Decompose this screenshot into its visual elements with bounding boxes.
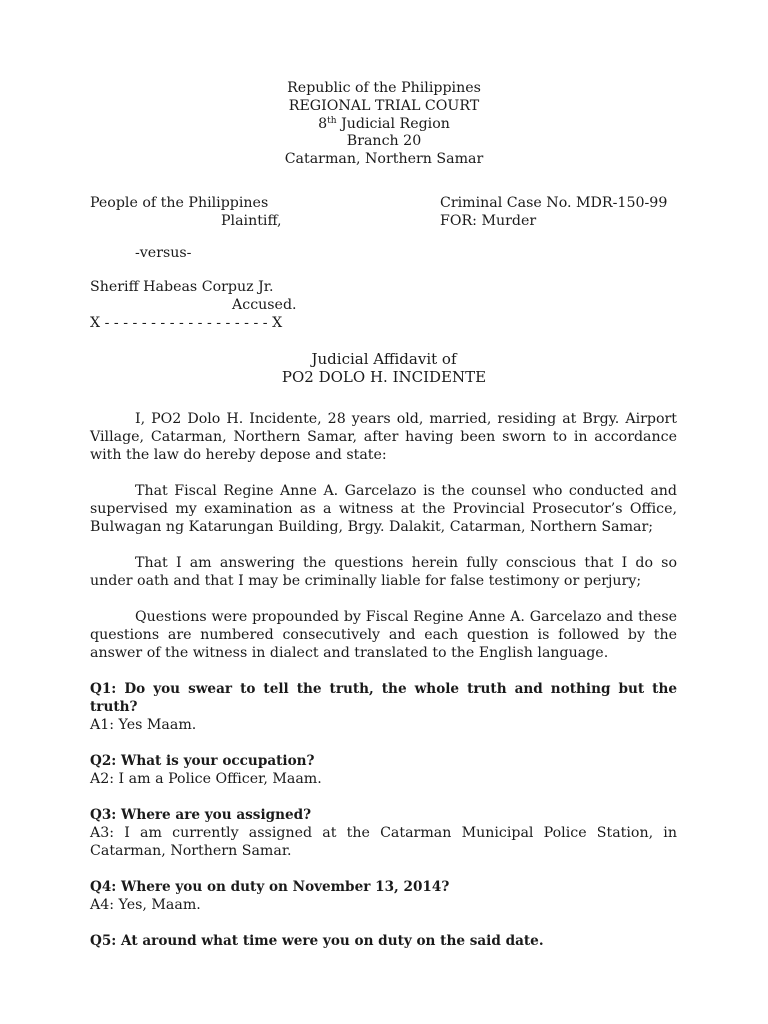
court-header <box>0 80 768 169</box>
header-republic: Republic of the Philippines <box>287 80 481 96</box>
title-line-1: Judicial Affidavit of <box>311 350 457 368</box>
header-region <box>0 116 768 134</box>
qa-item <box>90 752 677 788</box>
header-region-number: 8 <box>318 115 328 132</box>
qa-item <box>90 680 677 734</box>
affidavit-body <box>90 410 677 968</box>
case-charge: FOR: Murder <box>440 213 537 229</box>
header-location: Catarman, Northern Samar <box>284 151 484 168</box>
question: Q2: What is your occupation? <box>90 753 315 769</box>
header-branch: Branch 20 <box>346 133 422 150</box>
qa-item <box>90 806 677 860</box>
question: Q4: Where you on duty on November 13, 2014? <box>90 879 450 895</box>
paragraph-oath: That I am answering the questions herein fully conscious that I do so under oath and that I may be criminally liable for false testimony or perjury; <box>90 555 677 589</box>
qa-item <box>90 878 677 914</box>
caption-separator: X - - - - - - - - - - - - - - - - - - X <box>90 315 283 331</box>
plaintiff-name: People of the Philippines <box>90 195 269 211</box>
affidavit-title <box>0 350 768 386</box>
qa-item <box>90 932 677 950</box>
header-court: REGIONAL TRIAL COURT <box>288 97 480 114</box>
answer: A4: Yes, Maam. <box>90 897 201 913</box>
answer: A2: I am a Police Officer, Maam. <box>90 771 322 787</box>
answer: A1: Yes Maam. <box>90 717 197 733</box>
paragraph-questions: Questions were propounded by Fiscal Regine Anne A. Garcelazo and these questions are numbered consecutively and each question is followed by the answer of the witness in dialect and translated to the English language. <box>90 609 677 661</box>
title-line-2: PO2 DOLO H. INCIDENTE <box>281 368 487 386</box>
question: Q5: At around what time were you on duty on the said date. <box>90 933 544 949</box>
accused-role: Accused. <box>232 297 297 313</box>
header-region-text: Judicial Region <box>336 115 450 132</box>
paragraph-counsel: That Fiscal Regine Anne A. Garcelazo is the counsel who conducted and supervised my examination as a witness at the Provincial Prosecutor’s Office, Bulwagan ng Katarungan Building, Brgy. Dalakit, Catarman, Northern Samar; <box>90 483 677 535</box>
plaintiff-role: Plaintiff, <box>221 213 282 229</box>
versus-text: -versus- <box>135 245 192 261</box>
accused-name: Sheriff Habeas Corpuz Jr. <box>90 279 274 295</box>
paragraph-intro: I, PO2 Dolo H. Incidente, 28 years old, married, residing at Brgy. Airport Village, Catarman, Northern Samar, after having been sworn to in accordance with the law do hereby depose and state: <box>90 411 677 463</box>
question: Q1: Do you swear to tell the truth, the whole truth and nothing but the truth? <box>90 681 677 715</box>
case-number: Criminal Case No. MDR-150-99 <box>440 195 668 211</box>
question: Q3: Where are you assigned? <box>90 807 312 823</box>
header-region-suffix: th <box>327 115 337 126</box>
answer: A3: I am currently assigned at the Catarman Municipal Police Station, in Catarman, Northern Samar. <box>90 825 677 859</box>
